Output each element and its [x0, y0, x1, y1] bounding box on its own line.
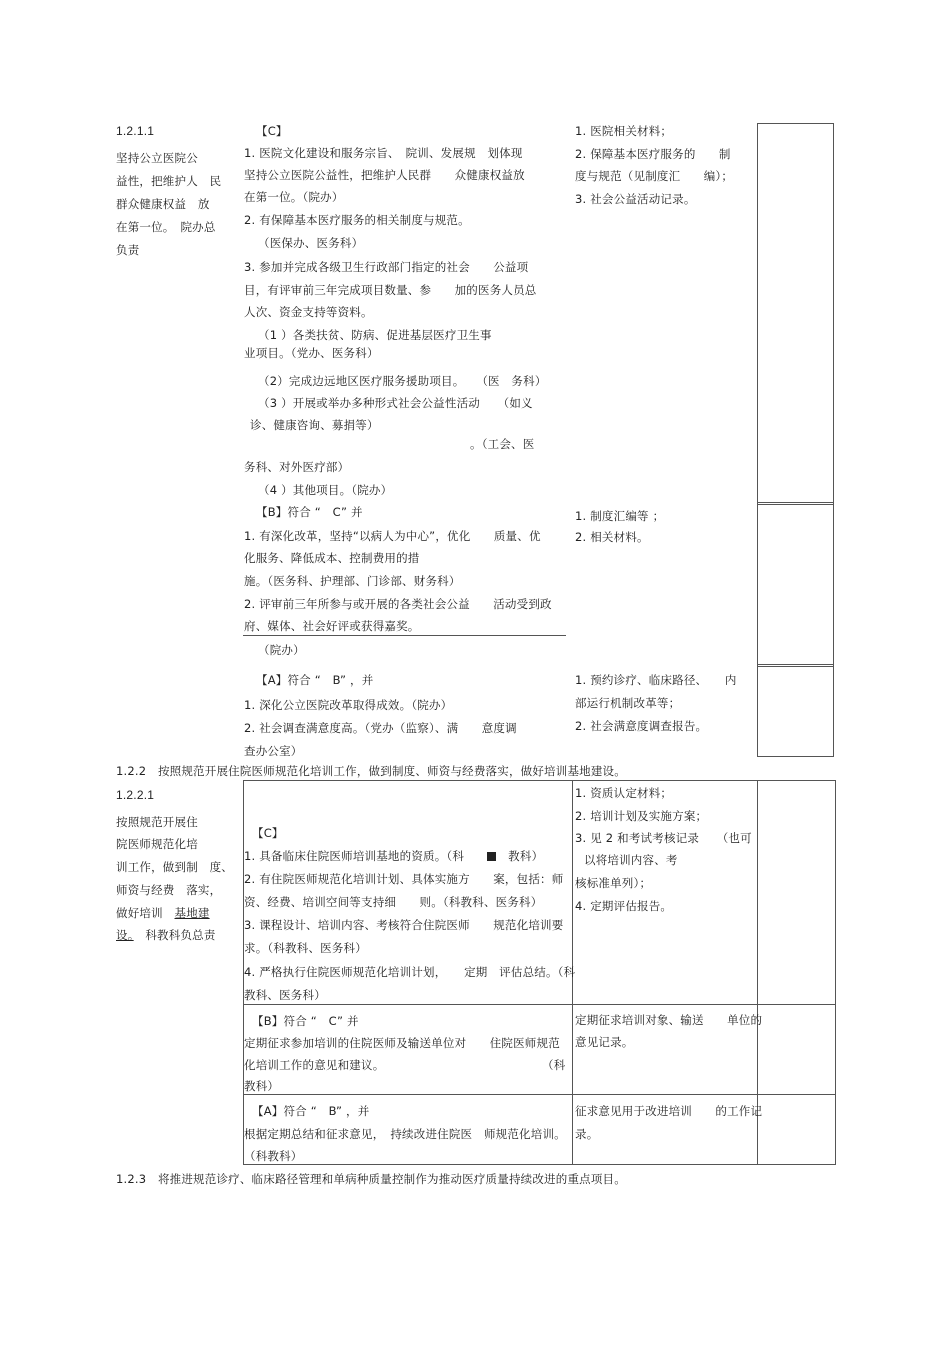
- evidence-line: 录。: [575, 1127, 599, 1141]
- item-description: 群众健康权益 放: [116, 197, 210, 211]
- evidence-line: 3. 见 2 和考试考核记录 （也可: [575, 831, 752, 845]
- criteria-line: （科: [542, 1058, 566, 1072]
- criteria-line: 1. 医院文化建设和服务宗旨、 院训、发展规 划体现: [244, 146, 523, 160]
- item-description: 院医师规范化培: [116, 837, 198, 851]
- criteria-line: 2. 有住院医师规范化培训计划、具体实施方 案，包括：师: [244, 872, 564, 886]
- criteria-line: （院办）: [258, 643, 305, 657]
- criteria-line: 根据定期总结和征求意见， 持续改进住院医 师规范化培训。: [244, 1127, 566, 1141]
- criteria-line: 坚持公立医院公益性，把维护人民群 众健康权益放: [244, 168, 525, 182]
- criteria-line: 1. 深化公立医院改革取得成效。（院办）: [244, 698, 453, 712]
- divider: [243, 1094, 836, 1095]
- grade-a-label: 【A】符合 “ B” ，并: [252, 1104, 370, 1118]
- criteria-line: 1. 有深化改革，坚持“以病人为中心”，优化 质量、优: [244, 529, 541, 543]
- item-description: 按照规范开展住: [116, 815, 198, 829]
- criteria-line: 目，有评审前三年完成项目数量、参 加的医务人员总: [244, 283, 537, 297]
- evidence-line: 1. 资质认定材料；: [575, 786, 673, 800]
- criteria-line: 业项目。（党办、医务科）: [244, 346, 379, 360]
- evidence-line: 部运行机制改革等；: [575, 696, 681, 710]
- evidence-line: 2. 培训计划及实施方案；: [575, 809, 708, 823]
- item-code: 1.2.2.1: [116, 788, 155, 802]
- criteria-line: 化服务、降低成本、控制费用的措: [244, 551, 420, 565]
- evidence-line: 2. 社会满意度调查报告。: [575, 719, 708, 733]
- evidence-line: 意见记录。: [575, 1035, 634, 1049]
- item-description: 师资与经费 落实，: [116, 883, 222, 897]
- item-code: 1.2.1.1: [116, 124, 155, 138]
- criteria-line: 查办公室）: [244, 744, 303, 758]
- criteria-line: 2. 评审前三年所参与或开展的各类社会公益 活动受到政: [244, 597, 552, 611]
- divider: [757, 666, 834, 667]
- criteria-line: 教科、医务科）: [244, 988, 326, 1002]
- criteria-line: 1. 具备临床住院医师培训基地的资质。（科 教科）: [244, 849, 544, 863]
- criteria-line: 2. 有保障基本医疗服务的相关制度与规范。: [244, 213, 470, 227]
- divider: [243, 1004, 836, 1005]
- item-description: 坚持公立医院公: [116, 151, 198, 165]
- criteria-line: 3. 参加并完成各级卫生行政部门指定的社会 公益项: [244, 260, 529, 274]
- criteria-line: （3 ）开展或举办多种形式社会公益性活动 （如义: [258, 396, 533, 410]
- item-description: 负责: [116, 243, 140, 257]
- grade-a-label: 【A】符合 “ B” ，并: [256, 673, 374, 687]
- evidence-line: 核标准单列）；: [575, 876, 652, 890]
- item-description: 在第一位。 院办总: [116, 220, 216, 234]
- evidence-line: 度与规范（见制度汇 编）；: [575, 169, 734, 183]
- score-column: [757, 123, 834, 757]
- item-description: 做好培训 基地建: [116, 906, 210, 920]
- item-description: 训工作，做到制 度、: [116, 860, 233, 874]
- criteria-line: 教科）: [244, 1079, 280, 1093]
- criteria-line: 求。（科教科、医务科）: [244, 941, 367, 955]
- evidence-line: 1. 预约诊疗、临床路径、 内: [575, 673, 737, 687]
- evidence-line: 2. 相关材料。: [575, 530, 649, 544]
- criteria-line: （4 ）其他项目。（院办）: [258, 483, 393, 497]
- grade-c-label: 【C】: [252, 826, 284, 840]
- criteria-line: （医保办、医务科）: [258, 236, 364, 250]
- evidence-line: 2. 保障基本医疗服务的 制: [575, 147, 731, 161]
- criteria-line: 府、媒体、社会好评或获得嘉奖。: [244, 619, 420, 633]
- criteria-line: 。（工会、医: [470, 437, 535, 451]
- section-heading: 1.2.2 按照规范开展住院医师规范化培训工作，做到制度、师资与经费落实，做好培训基地建设。: [116, 764, 626, 778]
- criteria-line: 化培训工作的意见和建议。: [244, 1058, 385, 1072]
- criteria-line: 在第一位。（院办）: [244, 190, 344, 204]
- section-heading: 1.2.3 将推进规范诊疗、临床路径管理和单病种质量控制作为推动医疗质量持续改进的重点项目。: [116, 1172, 626, 1186]
- evidence-line: 以将培训内容、考: [584, 853, 678, 867]
- grade-b-label: 【B】符合 “ C” 并: [252, 1014, 359, 1028]
- criteria-line: 2. 社会调查满意度高。（党办（监察）、满 意度调: [244, 721, 517, 735]
- grade-c-label: 【C】: [256, 124, 288, 138]
- item-description: 设。 科教科负总责: [116, 928, 216, 942]
- criteria-line: 定期征求参加培训的住院医师及输送单位对 住院医师规范: [244, 1036, 560, 1050]
- criteria-line: 4. 严格执行住院医师规范化培训计划， 定期 评估总结。（科: [244, 965, 576, 979]
- criteria-line: （2）完成边远地区医疗服务援助项目。 （医 务科）: [258, 374, 547, 388]
- criteria-line: 3. 课程设计、培训内容、考核符合住院医师 规范化培训要: [244, 918, 564, 932]
- criteria-line: 诊、健康咨询、募捐等）: [250, 418, 379, 432]
- evidence-line: 3. 社会公益活动记录。: [575, 192, 696, 206]
- criteria-line: （科教科）: [244, 1149, 303, 1163]
- evidence-line: 定期征求培训对象、输送 单位的: [575, 1013, 763, 1027]
- evidence-line: 1. 医院相关材料；: [575, 124, 673, 138]
- criteria-line: （1 ）各类扶贫、防病、促进基层医疗卫生事: [258, 328, 492, 342]
- item-description: 益性，把维护人 民: [116, 174, 222, 188]
- criteria-line: 资、经费、培训空间等支持细 则。（科教科、医务科）: [244, 895, 543, 909]
- criteria-line: 务科、对外医疗部）: [244, 460, 350, 474]
- divider: [757, 504, 834, 505]
- criteria-line: 施。（医务科、护理部、门诊部、财务科）: [244, 574, 461, 588]
- divider: [757, 664, 834, 665]
- divider: [757, 502, 834, 503]
- evidence-line: 1. 制度汇编等 ；: [575, 509, 665, 523]
- divider: [243, 635, 566, 636]
- grade-b-label: 【B】符合 “ C” 并: [256, 505, 363, 519]
- criteria-line: 人次、资金支持等资料。: [244, 305, 373, 319]
- evidence-line: 征求意见用于改进培训 的工作记: [575, 1104, 763, 1118]
- evidence-line: 4. 定期评估报告。: [575, 899, 673, 913]
